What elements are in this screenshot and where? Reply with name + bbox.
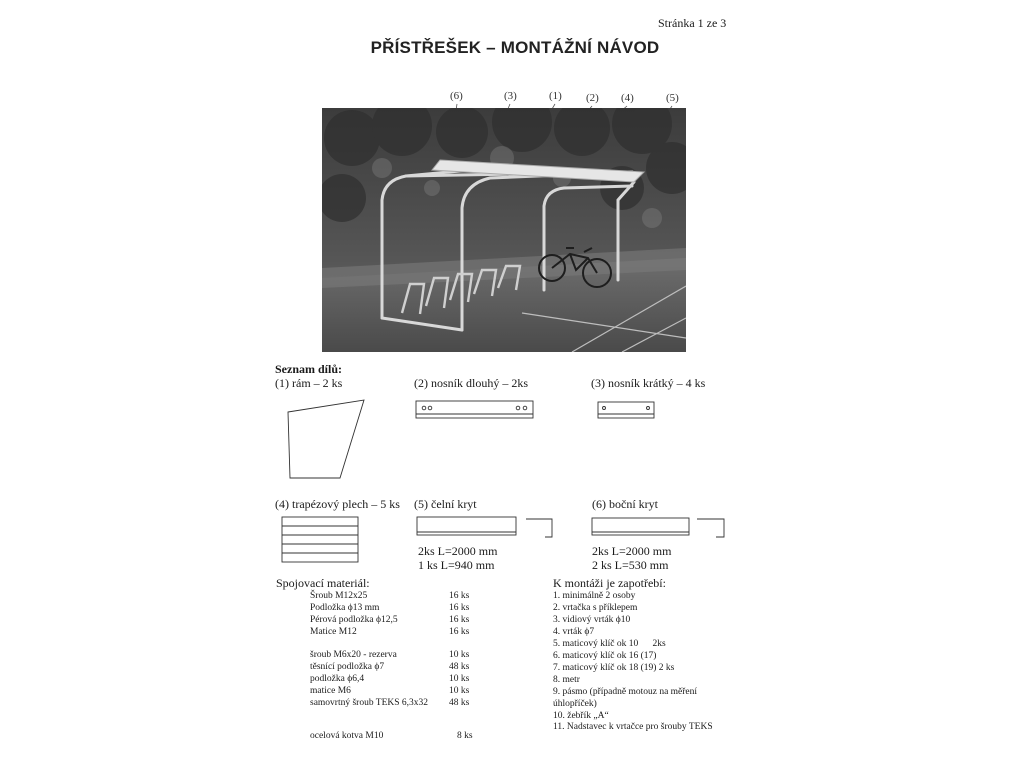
material-name: matice M6: [310, 686, 351, 696]
material-qty: 10 ks: [449, 686, 470, 696]
tools-heading: K montáži je zapotřebí:: [553, 576, 666, 590]
tool-item: 10. žebřík „A“: [553, 711, 609, 721]
parts-list-heading: Seznam dílů:: [275, 362, 343, 376]
page-title: PŘÍSTŘEŠEK – MONTÁŽNÍ NÁVOD: [370, 38, 660, 57]
part-6-length-2: 2 ks L=530 mm: [592, 558, 669, 572]
callout-1: (1): [549, 90, 562, 102]
tool-item: 4. vrták ϕ7: [553, 627, 595, 637]
material-qty: 48 ks: [449, 662, 470, 672]
material-qty: 16 ks: [449, 615, 470, 625]
part-2-label: (2) nosník dlouhý – 2ks: [414, 376, 528, 390]
part-5-length-1: 2ks L=2000 mm: [418, 544, 498, 558]
tool-item: 9. pásmo (případně motouz na měření: [553, 687, 698, 697]
material-name: Šroub M12x25: [310, 591, 368, 601]
frame-sketch: [288, 400, 364, 478]
part-5-length-2: 1 ks L=940 mm: [418, 558, 495, 572]
material-qty: 10 ks: [449, 674, 470, 684]
page-number: Stránka 1 ze 3: [658, 16, 727, 30]
callout-5: (5): [666, 92, 679, 104]
callout-3: (3): [504, 90, 517, 102]
material-name: podložka ϕ6,4: [310, 674, 365, 684]
material-qty: 10 ks: [449, 650, 470, 660]
tool-item-continued: úhlopříček): [553, 699, 597, 709]
short-beam-sketch: [598, 402, 654, 418]
tool-item: 6. maticový klíč ok 16 (17): [553, 651, 657, 661]
material-name: Pérová podložka ϕ12,5: [310, 615, 398, 625]
material-qty: 48 ks: [449, 698, 470, 708]
part-1-label: (1) rám – 2 ks: [275, 376, 343, 390]
material-name: ocelová kotva M10: [310, 731, 384, 741]
material-qty: 16 ks: [449, 603, 470, 613]
callout-6: (6): [450, 90, 463, 102]
tool-item: 11. Nadstavec k vrtačce pro šrouby TEKS: [553, 722, 713, 732]
part-3-label: (3) nosník krátký – 4 ks: [591, 376, 706, 390]
tool-item: 8. metr: [553, 675, 580, 685]
tool-item: 5. maticový klíč ok 10 2ks: [553, 639, 666, 649]
tool-item: 2. vrtačka s příklepem: [553, 603, 638, 613]
long-beam-sketch: [416, 401, 533, 418]
material-qty: 16 ks: [449, 591, 470, 601]
part-5-label: (5) čelní kryt: [414, 497, 477, 511]
materials-heading: Spojovací materiál:: [276, 576, 370, 590]
trapezoid-sheet-sketch: [282, 517, 358, 562]
tool-item: 1. minimálně 2 osoby: [553, 591, 636, 601]
side-cover-sketch: [592, 518, 724, 537]
callout-4: (4): [621, 92, 634, 104]
tool-item: 3. vidiový vrták ϕ10: [553, 615, 631, 625]
callout-2: (2): [586, 92, 599, 104]
tool-item: 7. maticový klíč ok 18 (19) 2 ks: [553, 663, 675, 673]
material-name: těsnící podložka ϕ7: [310, 662, 385, 672]
part-6-label: (6) boční kryt: [592, 497, 658, 511]
material-qty: 16 ks: [449, 627, 470, 637]
material-name: Podložka ϕ13 mm: [310, 603, 380, 613]
front-cover-sketch: [417, 517, 552, 537]
material-qty: 8 ks: [457, 731, 473, 741]
material-name: samovrtný šroub TEKS 6,3x32: [310, 698, 429, 708]
part-6-length-1: 2ks L=2000 mm: [592, 544, 672, 558]
part-4-label: (4) trapézový plech – 5 ks: [275, 497, 400, 511]
material-name: šroub M6x20 - rezerva: [310, 650, 397, 660]
material-name: Matice M12: [310, 627, 357, 637]
